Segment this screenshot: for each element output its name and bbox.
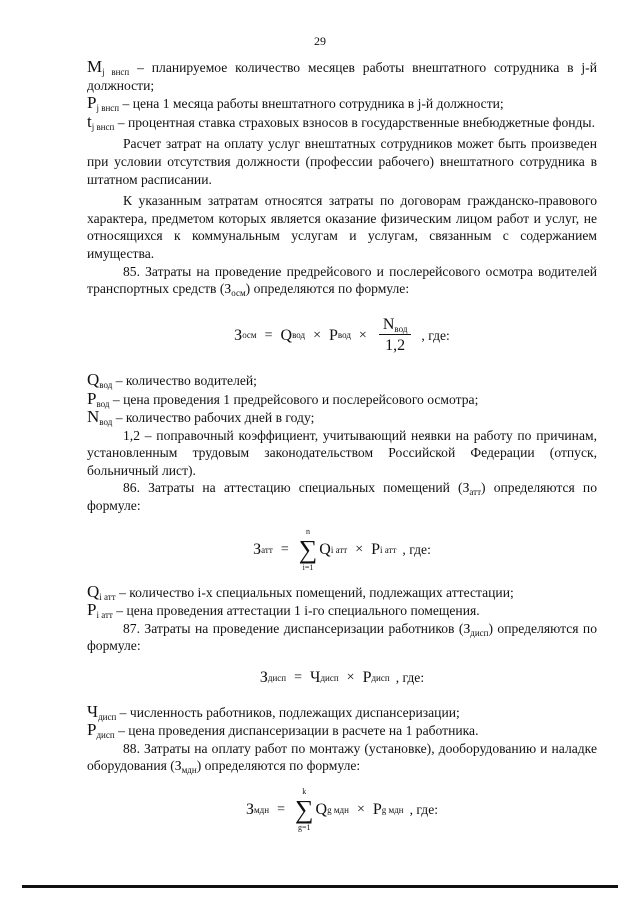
definition-p-jvnsp: $P_{j внсп}$ – цена 1 месяца работы внештатного сотрудника в j-й должности; xyxy=(87,93,504,114)
formula-att: З атт = n ∑ i=1 Q i атт × P i атт , где: xyxy=(253,526,431,572)
paragraph-88: 88. Затраты на оплату работ по монтажу (установке), дооборудованию и наладке оборудования $(З_{мдн})$ определяются по формуле: xyxy=(87,740,597,776)
definition-ch-disp: $Ч_{дисп}$ – численность работников, подлежащих диспансеризации; xyxy=(87,701,460,722)
definition-p-iatt: $P_{i атт}$ – цена проведения аттестации 1 i-го специального помещения. xyxy=(87,600,480,621)
definition-t-jvnsp: $t_{j внсп}$ – процентная ставка страховых взносов в государственные внебюджетные фонды. xyxy=(87,111,595,132)
definition-q-iatt: $Q_{i атт}$ – количество i-х специальных помещений, подлежащих аттестации; xyxy=(87,581,514,602)
paragraph-86: 86. Затраты на аттестацию специальных помещений $(З_{атт})$ определяются по формуле: xyxy=(87,480,597,514)
definition-q-vod: $Q_{вод}$ – количество водителей; xyxy=(87,369,257,390)
paragraph-85: 85. Затраты на проведение предрейсового и послерейсового осмотра водителей транспортных средств $(З_{осм})$ определяются по формуле: xyxy=(87,263,597,299)
summation-sign: k ∑ g=1 xyxy=(294,787,314,832)
summation-sign: n ∑ i=1 xyxy=(298,526,318,572)
definition-p-vod: $P_{вод}$ – цена проведения 1 предрейсового и послерейсового осмотра; xyxy=(87,388,479,409)
formula-mdn: З мдн = k ∑ g=1 Q g мдн × P g мдн , где: xyxy=(245,787,439,832)
definition-n-vod: $N_{вод}$ – количество рабочих дней в году; xyxy=(87,407,315,428)
paragraph-87: 87. Затраты на проведение диспансеризации работников $(З_{дисп})$ определяются по формуле: xyxy=(87,620,597,654)
formula-disp: З дисп = Ч дисп × P дисп , где: xyxy=(259,669,425,687)
formula-osm: З осм = Q вод × P вод × $\frac{N_{вод}}{1,2}$ , где: xyxy=(234,315,450,355)
paragraph-contracts: К указанным затратам относятся затраты по договорам гражданско-правового характера, предметом которых является оказание физическим лицом работ и услуг, не относящихся к коммунальным услугам и услугам, связанным с содержанием имущества. xyxy=(87,193,597,261)
definition-m-jvnsp: $M_{j внсп}$ – планируемое количество месяцев работы внештатного сотрудника в j-й должности; xyxy=(87,57,597,93)
definition-p-disp: $P_{дисп}$ – цена проведения диспансеризации в расчете на 1 работника. xyxy=(87,720,479,741)
page-number: 29 xyxy=(314,34,326,48)
bottom-rule xyxy=(22,885,618,888)
page-content xyxy=(87,58,597,843)
paragraph-calc-condition: Расчет затрат на оплату услуг внештатных сотрудников может быть произведен при условии отсутствия должности (профессии рабочего) внештатного сотрудника в штатном расписании. xyxy=(87,136,597,187)
paragraph-coefficient: 1,2 – поправочный коэффициент, учитывающий неявки на работу по причинам, установленным трудовым законодательством Российской Федерации (отпуск, больничный лист). xyxy=(87,427,597,478)
fraction: $\frac{N_{вод}}{1,2}$ xyxy=(379,316,412,355)
